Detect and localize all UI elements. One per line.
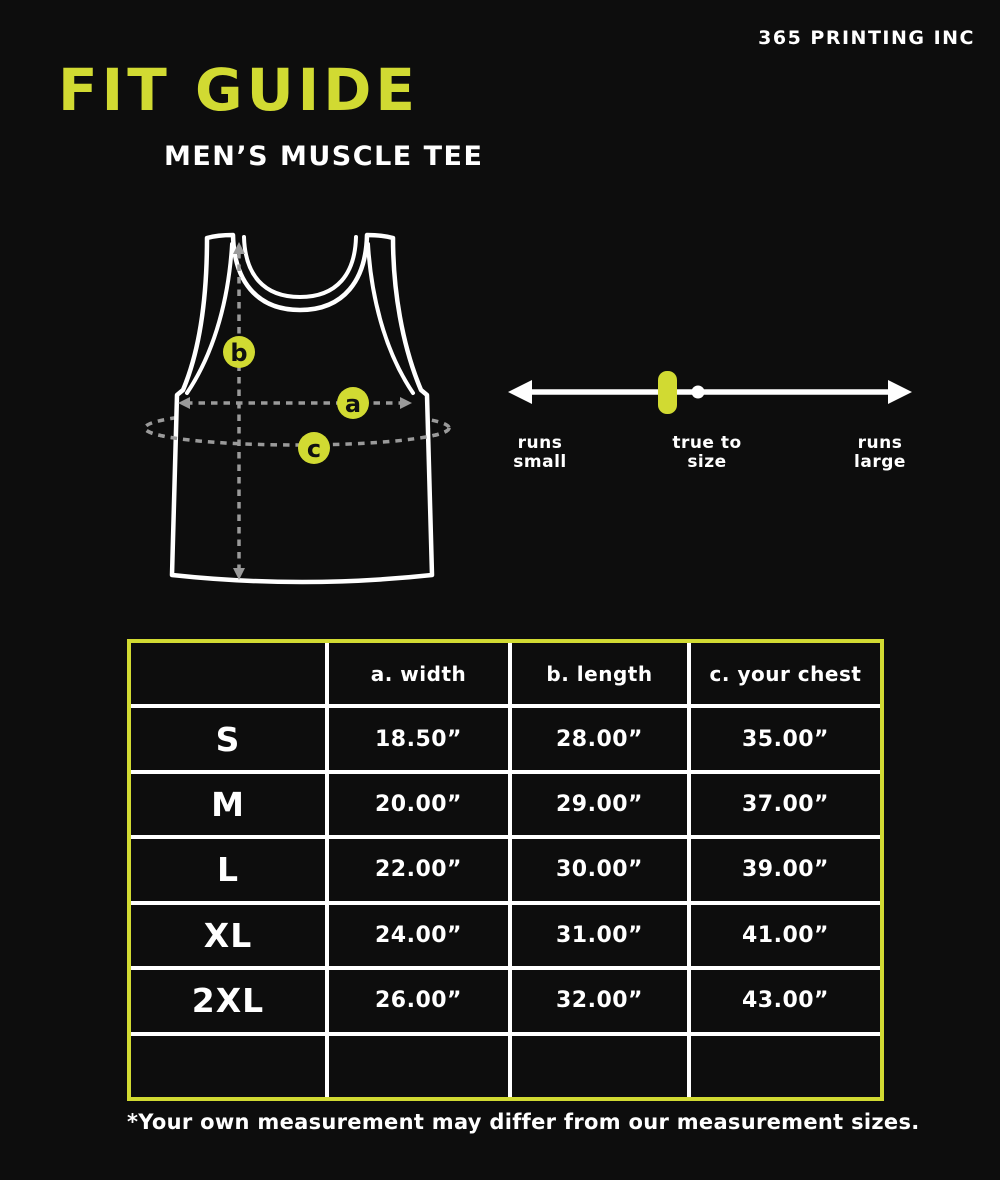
page-title: FIT GUIDE (58, 56, 420, 124)
fit-scale-label-runs-large: runs large (854, 433, 906, 472)
length-cell: 29.00” (512, 774, 687, 835)
tee-collar-inner-line (244, 237, 356, 297)
column-header-width: a. width (329, 643, 508, 704)
chest-cell (691, 1036, 880, 1097)
size-cell: 2XL (131, 970, 325, 1031)
tee-outline (172, 235, 432, 582)
fit-scale-arrow (508, 380, 912, 404)
chest-cell: 41.00” (691, 905, 880, 966)
marker-c-label: c (306, 435, 322, 463)
muscle-tee-diagram (130, 226, 470, 598)
size-cell: L (131, 839, 325, 900)
marker-b-label: b (230, 339, 248, 367)
footnote: *Your own measurement may differ from our measurement sizes. (127, 1110, 920, 1134)
width-cell: 24.00” (329, 905, 508, 966)
length-cell: 32.00” (512, 970, 687, 1031)
size-cell (131, 1036, 325, 1097)
fit-scale-label-true-to-size: true to size (672, 433, 742, 472)
size-table (127, 639, 884, 1101)
width-cell: 18.50” (329, 708, 508, 769)
true-to-size-dot-icon (692, 386, 705, 399)
fit-scale-handle (658, 371, 677, 414)
length-cell: 31.00” (512, 905, 687, 966)
width-cell: 22.00” (329, 839, 508, 900)
size-cell: XL (131, 905, 325, 966)
fit-scale (495, 350, 925, 420)
brand-name: 365 PRINTING INC (758, 27, 975, 49)
column-header-blank (131, 643, 325, 704)
size-cell: M (131, 774, 325, 835)
size-cell: S (131, 708, 325, 769)
chest-cell: 43.00” (691, 970, 880, 1031)
chest-cell: 37.00” (691, 774, 880, 835)
column-header-length: b. length (512, 643, 687, 704)
product-subtitle: MEN’S MUSCLE TEE (164, 141, 484, 172)
chest-cell: 39.00” (691, 839, 880, 900)
fit-scale-label-runs-small: runs small (513, 433, 567, 472)
length-cell: 30.00” (512, 839, 687, 900)
width-cell: 26.00” (329, 970, 508, 1031)
width-cell (329, 1036, 508, 1097)
column-header-chest: c. your chest (691, 643, 880, 704)
marker-a-label: a (344, 390, 362, 418)
length-cell (512, 1036, 687, 1097)
width-cell: 20.00” (329, 774, 508, 835)
chest-cell: 35.00” (691, 708, 880, 769)
length-cell: 28.00” (512, 708, 687, 769)
